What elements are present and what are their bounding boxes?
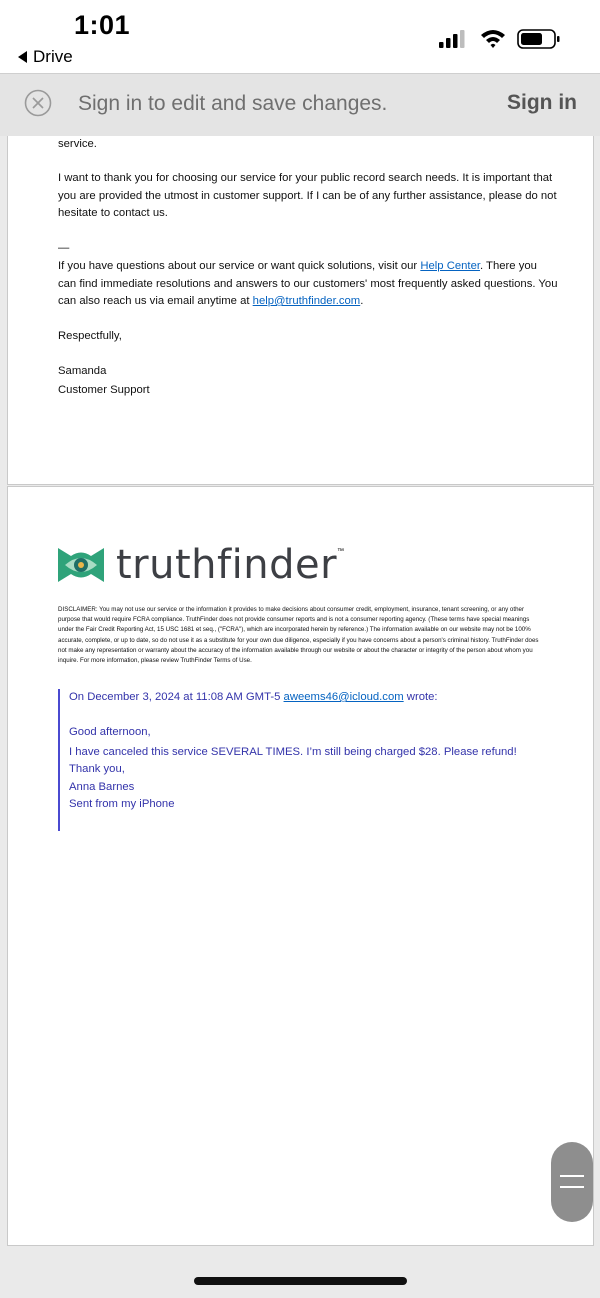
quote-header-b: wrote: [403,691,438,703]
back-arrow-icon [18,51,27,63]
closing: Respectfully, [58,330,122,342]
quote-header-a: On December 3, 2024 at 11:08 AM GMT-5 [69,691,284,703]
wifi-icon [479,27,507,49]
signin-button[interactable]: Sign in [507,91,577,114]
grip-line-icon [560,1175,584,1177]
help-email-link[interactable]: help@truthfinder.com [252,295,361,307]
dash-separator: — [58,242,70,254]
quote-header [69,689,569,707]
quote-line: I have canceled this service SEVERAL TIMES. I’m still being charged $28. Please refund! [69,745,517,758]
quote-line: Sent from my iPhone [69,798,175,810]
quote-line: Anna Barnes [69,780,135,793]
home-indicator[interactable] [194,1277,407,1285]
back-to-drive-button[interactable] [18,47,73,67]
cellular-signal-icon [438,29,466,49]
signin-message: Sign in to edit and save changes. [78,92,388,115]
signin-banner [0,73,600,137]
document-viewer[interactable] [0,136,600,1298]
signer-title: Customer Support [58,384,150,396]
clock: 1:01 [74,10,131,40]
help-text-b: . There you can find immediate resolutions and answers to our customers' most frequently asked questions. You can also reach us via email anytime at [58,260,558,307]
status-bar [0,0,600,72]
paragraph-thanks: I want to thank you for choosing our service for your public record search needs. It is important that you are provided the utmost in customer support. If I can be of any further assistance, please do not hesitate to contact us. [58,172,557,219]
battery-icon [517,28,561,50]
help-center-link[interactable]: Help Center [420,260,480,272]
document-page-1 [7,136,594,485]
help-text-a: If you have questions about our service or want quick solutions, visit our [58,260,421,272]
paragraph-help [58,258,558,311]
back-app-label: Drive [33,47,73,66]
close-icon[interactable] [24,89,52,117]
logo-trademark: ™ [337,547,345,555]
logo-wordmark: truthfinder [116,542,338,588]
quote-email-link[interactable]: aweems46@icloud.com [283,691,404,703]
quote-line: Thank you, [69,763,125,775]
truthfinder-logo [58,542,344,588]
grip-line-icon [560,1186,584,1188]
signer-name: Samanda [58,365,107,377]
quote-greeting: Good afternoon, [69,726,151,738]
quoted-email [58,689,569,831]
document-page-2 [7,486,594,1246]
help-text-c: . [360,295,364,307]
text-service: service. [58,138,97,150]
disclaimer-text: DISCLAIMER: You may not use our service or the information it provides to make decisions about consumer credit, employment, insurance, tenant screening, or any other purpose that would require FCRA compliance. TruthFinder does not provide consumer reports and is not a consumer reporting agency. (These terms have special meanings under the Fair Credit Reporting Act, 15 USC 1681 et seq., ("FCRA"), which are incorporated herein by reference.) The information available on our website may not be 100% accurate, complete, or up to date, so do not use it as a substitute for your own due diligence, especially if you have concerns about a person's criminal history. TruthFinder does not make any representation or warranty about the accuracy of the information available through our website or about the character or integrity of the person about whom you inquire. For more information, please review TruthFinder Terms of Use. [58,606,539,665]
bottom-area [0,1246,600,1298]
truthfinder-eye-icon [58,546,104,584]
scroll-handle[interactable] [551,1142,593,1222]
